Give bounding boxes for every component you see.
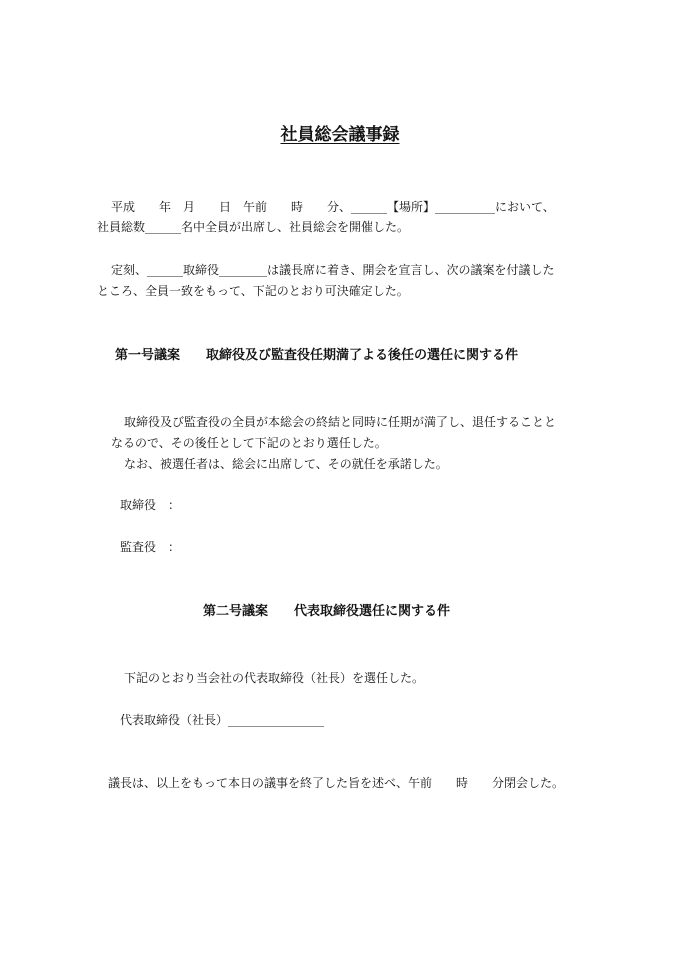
document-title	[0, 124, 680, 146]
opening-line-2: 社員総数______名中全員が出席し、社員総会を開催した。	[97, 220, 410, 234]
opening-line-1: 平成 年 月 日 午前 時 分、______【場所】__________において、	[111, 200, 555, 214]
agenda2-line-1: 下記のとおり当会社の代表取締役（社長）を選任した。	[124, 671, 425, 685]
closing-line: 議長は、以上をもって本日の議事を終了した旨を述べ、午前 時 分閉会した。	[108, 776, 565, 790]
agenda2-heading: 第二号議案 代表取締役選任に関する件	[203, 604, 451, 619]
director-label: 取締役 ：	[120, 498, 181, 512]
chair-paragraph-line-1: 定刻、______取締役________は議長席に着き、開会を宣言し、次の議案を付議した	[111, 263, 555, 277]
document-title-text: 社員総会議事録	[280, 125, 400, 145]
agenda1-line-2: なるので、その後任として下記のとおり選任した。	[111, 436, 387, 450]
chair-paragraph-line-2: ところ、全員一致をもって、下記のとおり可決確定した。	[97, 284, 409, 298]
agenda1-heading: 第一号議案 取締役及び監査役任期満了よる後任の選任に関する件	[115, 348, 519, 363]
auditor-label: 監査役 ：	[120, 540, 181, 554]
rep-director-label: 代表取締役（社長）________________	[120, 713, 325, 727]
agenda1-line-3: なお、被選任者は、総会に出席して、その就任を承諾した。	[124, 457, 448, 471]
agenda1-line-1: 取締役及び監査役の全員が本総会の終結と同時に任期が満了し、退任することと	[124, 415, 557, 429]
